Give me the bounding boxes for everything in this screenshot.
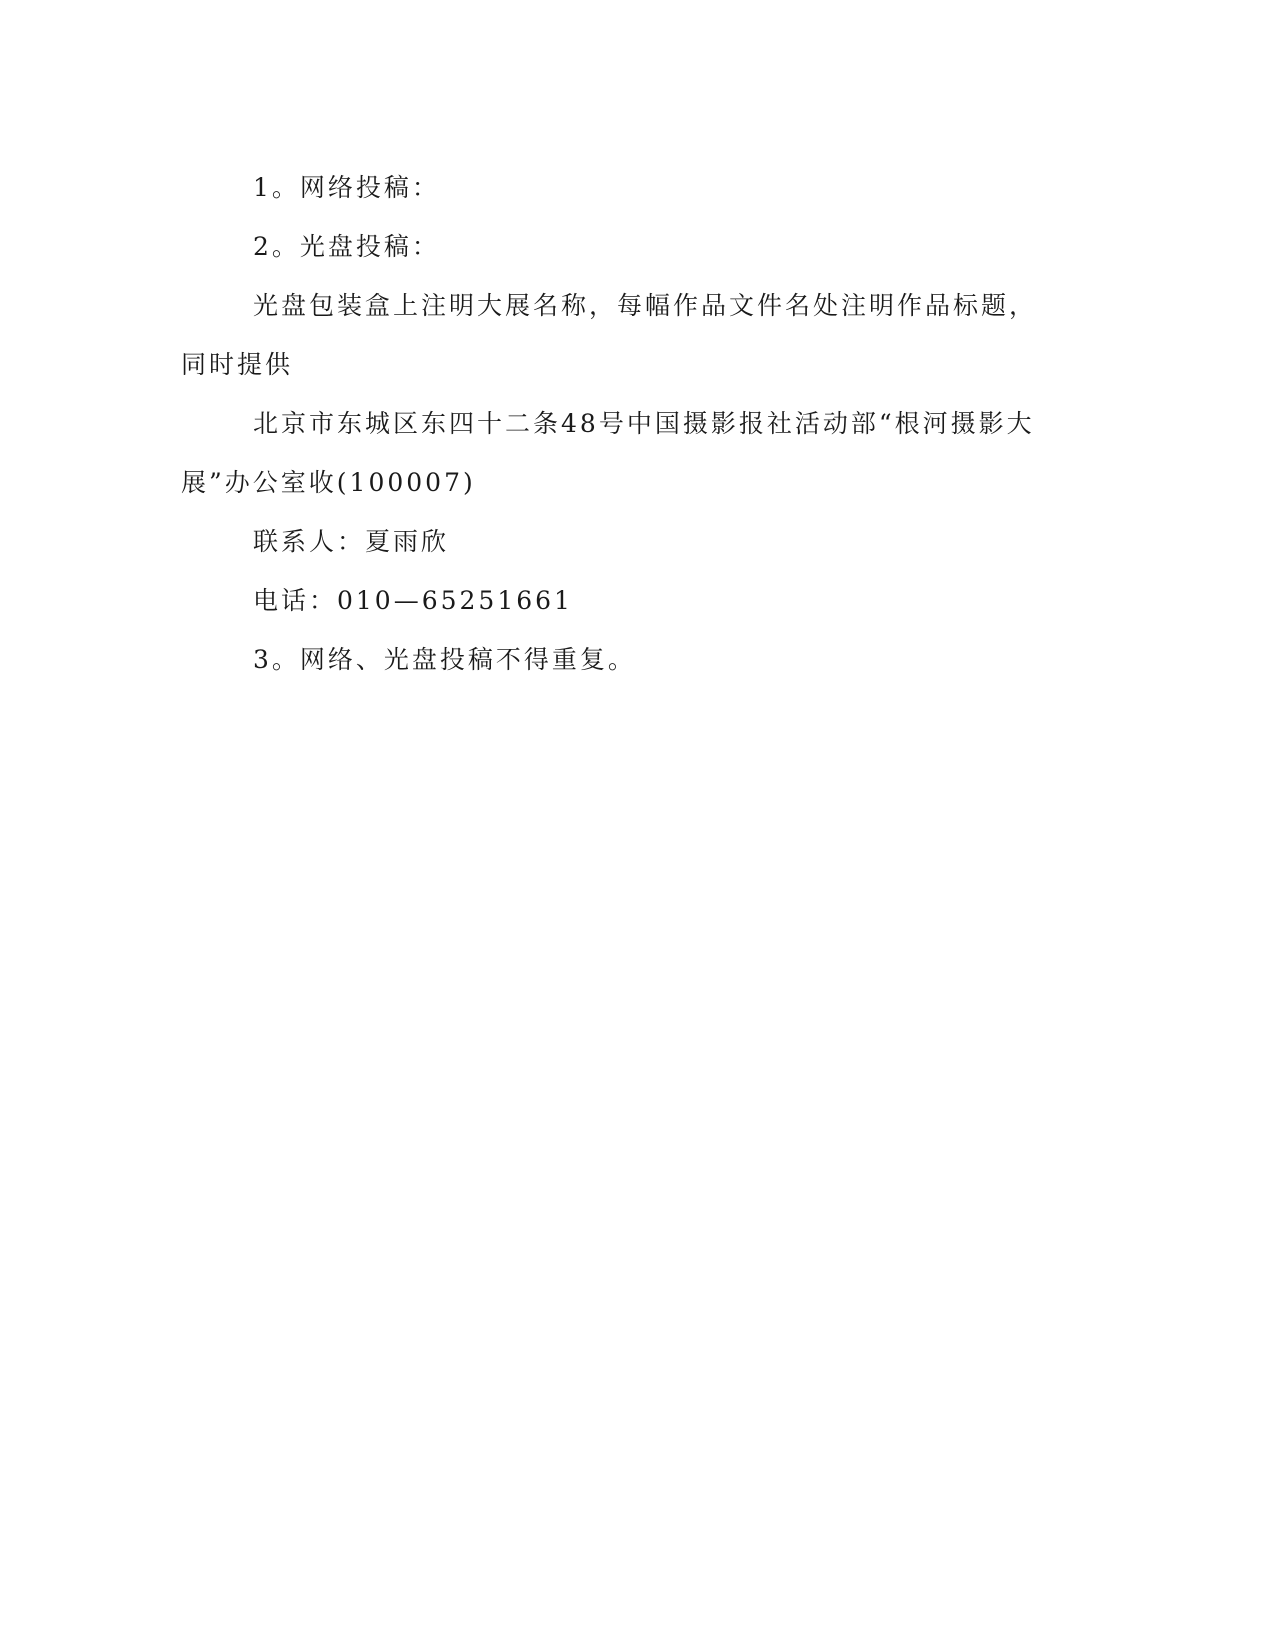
paragraph-mailing-address: 北京市东城区东四十二条48号中国摄影报社活动部“根河摄影大展”办公室收(100007) bbox=[181, 409, 1035, 497]
document-body bbox=[181, 158, 1061, 689]
paragraph-contact-person: 联系人：夏雨欣 bbox=[253, 527, 450, 556]
paragraph-online-submission: 1。网络投稿： bbox=[253, 173, 440, 202]
paragraph-disc-submission: 2。光盘投稿： bbox=[253, 232, 440, 261]
paragraph-no-duplicate: 3。网络、光盘投稿不得重复。 bbox=[253, 645, 636, 674]
paragraph-phone: 电话：010—65251661 bbox=[253, 586, 573, 615]
paragraph-disc-instructions: 光盘包装盒上注明大展名称，每幅作品文件名处注明作品标题，同时提供 bbox=[181, 291, 1038, 379]
